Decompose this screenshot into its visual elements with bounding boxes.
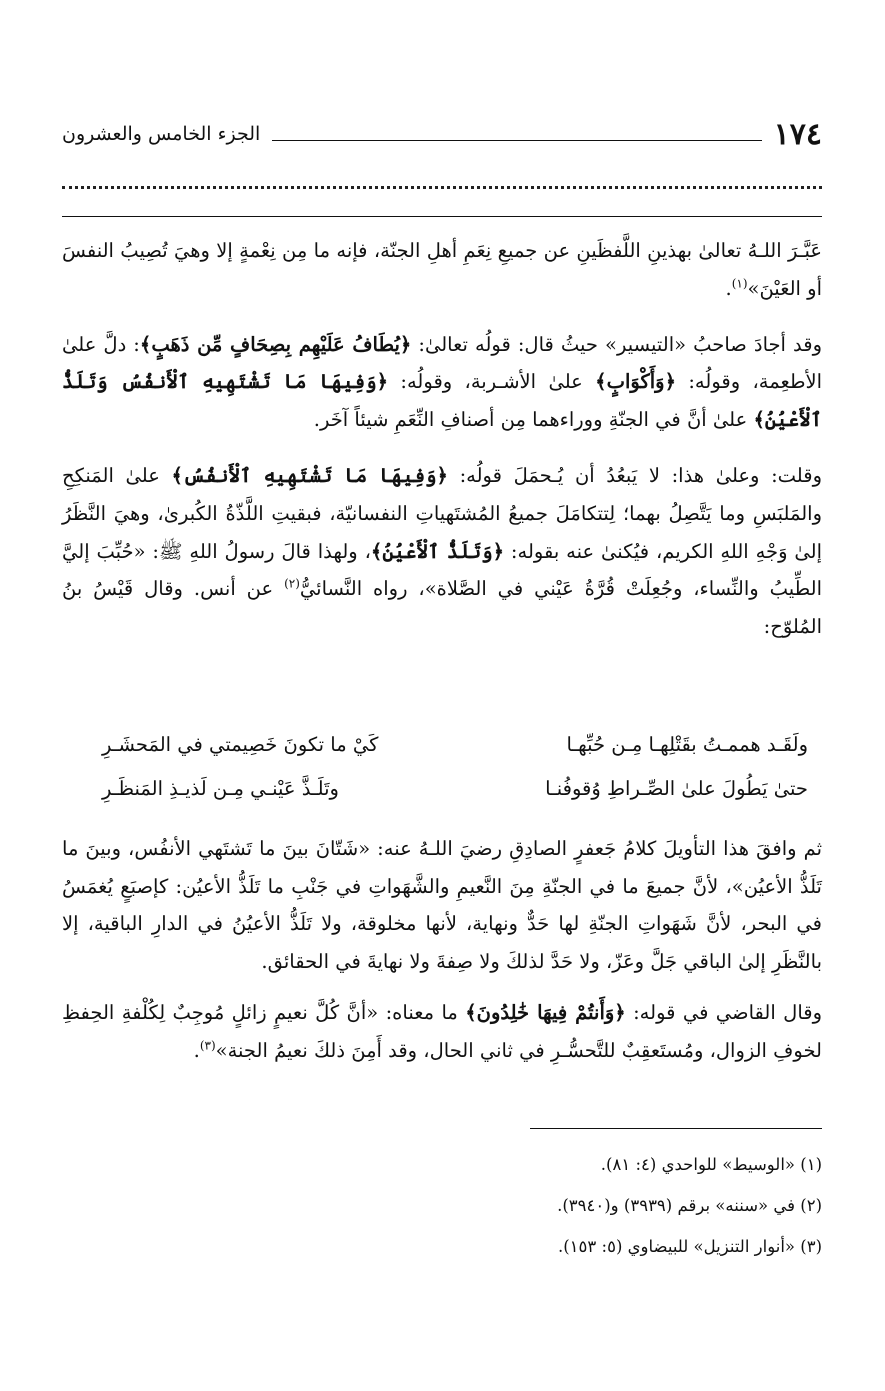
text-run: وقلت: وعلىٰ هذا: لا يَبعُدُ أن يُـحمَلَ قولُه: (447, 463, 822, 487)
footnote: (١) «الوسيط» للواحدي (٤: ٨١). (600, 1155, 822, 1174)
text-run: وقال القاضي في قوله: (625, 1001, 822, 1025)
page-header (62, 112, 822, 156)
quran-verse: ﴿وَأَكْوَابٍ﴾ (595, 370, 676, 394)
paragraph (62, 232, 822, 308)
dotted-divider (62, 186, 822, 189)
main-text-top (62, 232, 822, 664)
text-run: عَبَّـرَ اللـهُ تعالىٰ بهذينِ اللَّفظَينِ عن جميعِ نِعَمِ أهلِ الجنّة، فإنه ما مِن نِعْمةٍ إلا وهيَ تُصِيبُ النفسَ أو العَيْنَ» (62, 239, 822, 300)
main-text-bottom (62, 830, 822, 1084)
poem-first-hemistich: ولَقَـد هممـتُ بقَتْلِهـا مِـن حُبِّهـا (566, 732, 808, 756)
footnote-ref: (٢) (284, 576, 300, 591)
text-run: ، ولهذا قالَ رسولُ اللهِ ﷺ: «حُبِّبَ إليَّ الطِّيبُ والنِّساء، وجُعِلَتْ قُرَّةُ عَيْني في الصَّلاة»، رواه النَّسائيُّ (62, 539, 822, 601)
header-rule (272, 140, 761, 141)
poem-second-hemistich: وتَلَـذَّ عَيْنـي مِـن لَذيـذِ المَنظَـرِ (102, 776, 339, 800)
text-run: : دلَّ علىٰ الأطعِمة، وقولُه: (62, 332, 822, 394)
text-run: علىٰ المَنكِحِ والمَلبَسِ وما يَتَّصِلُ بهما؛ لِتتكامَلَ جميعُ المُشتَهياتِ النفسانيّة، فبقيتِ اللَّذّةُ الكُبرىٰ، وهيَ النَّظَرُ إلىٰ وَجْهِ اللهِ الكريم، فيُكنىٰ عنه بقوله: (62, 463, 822, 563)
footnote-ref: (٣) (199, 1038, 216, 1053)
text-run: . (193, 1038, 200, 1062)
running-title: الجزء الخامس والعشرون (62, 123, 261, 145)
quran-verse: ﴿وَفِيهَا مَا تَشْتَهِيهِ ٱلْأَنفُسُ وَتَلَذُّ ٱلْأَعْيُنُ﴾ (62, 370, 822, 432)
text-run: ثم وافقَ هذا التأويلَ كلامُ جَعفرٍ الصادِقِ رضيَ اللـهُ عنه: «شَتّانَ بينَ ما تَشتَهي الأنفُس، وبينَ ما تَلَذُّ الأعيُن»، لأنَّ جميعَ ما في الجنّةِ مِنَ النَّعيمِ والشَّهَواتِ في جَنْبِ ما تَلَذُّ الأعيُن: كإصبَعٍ يُغمَسُ في البحر، لأنَّ شَهَواتِ الجنّةِ لها حَدٌّ ونهاية، لأنها مخلوقة، ولا تَلَذُّ الأعيُنُ في الدارِ الباقية، إلا بالنَّظَرِ إلىٰ الباقي جَلَّ وعَزّ، ولا حَدَّ لذلكَ ولا صِفةَ ولا نهايةَ في الحقائق. (62, 837, 822, 973)
paragraph (62, 830, 822, 980)
poem (62, 722, 822, 810)
footnotes (62, 1144, 822, 1267)
paragraph (62, 457, 822, 646)
poem-line (62, 766, 822, 810)
quran-verse: ﴿وَفِيهَا مَا تَشْتَهِيهِ ٱلْأَنفُسُ﴾ (171, 463, 448, 487)
text-run: . (725, 276, 732, 300)
poem-first-hemistich: حتىٰ يَطُولَ علىٰ الصِّـراطِ وُقوفُنـا (545, 776, 808, 800)
paragraph (62, 994, 822, 1069)
text-run: علىٰ أنَّ في الجنّةِ ووراءهما مِن أصنافِ النِّعَمِ شيئاً آخَر. (313, 408, 754, 432)
quran-verse: ﴿وَأَنتُمْ فِيهَا خَٰلِدُونَ﴾ (465, 1001, 626, 1025)
text-run: عن أنس. وقال قَيْسُ بنُ المُلوّح: (62, 577, 822, 639)
paragraph (62, 326, 822, 439)
footnote-ref: (١) (731, 276, 748, 291)
header-divider (62, 216, 822, 217)
text-run: علىٰ الأشـربة، وقولُه: (388, 370, 596, 394)
poem-second-hemistich: كَيْ ما تكونَ خَصِيمتي في المَحشَـرِ (102, 732, 379, 756)
text-run: وقد أجادَ صاحبُ «التيسير» حيثُ قال: قولُه تعالىٰ: (411, 332, 823, 356)
footnote: (٣) «أنوار التنزيل» للبيضاوي (٥: ١٥٣). (557, 1237, 822, 1256)
quran-verse: ﴿وَتَلَذُّ ٱلْأَعْيُنُ﴾ (370, 539, 505, 563)
footnote-divider (530, 1128, 822, 1129)
poem-line (62, 722, 822, 766)
quran-verse: ﴿يُطَافُ عَلَيْهِم بِصِحَافٍ مِّن ذَهَبٍ﴾ (139, 332, 412, 356)
footnote: (٢) في «سننه» برقم (٣٩٣٩) و(٣٩٤٠). (557, 1196, 822, 1215)
text-run: ما معناه: «أنَّ كُلَّ نعيمٍ زائلٍ مُوجِبٌ لِكُلْفةِ الحِفظِ لخوفِ الزوال، ومُستَعقِبٌ للتَّحسُّـرِ في ثاني الحال، وقد أَمِنَ ذلكَ نعيمُ الجنة» (62, 1001, 822, 1062)
page-number: ١٧٤ (773, 116, 822, 152)
